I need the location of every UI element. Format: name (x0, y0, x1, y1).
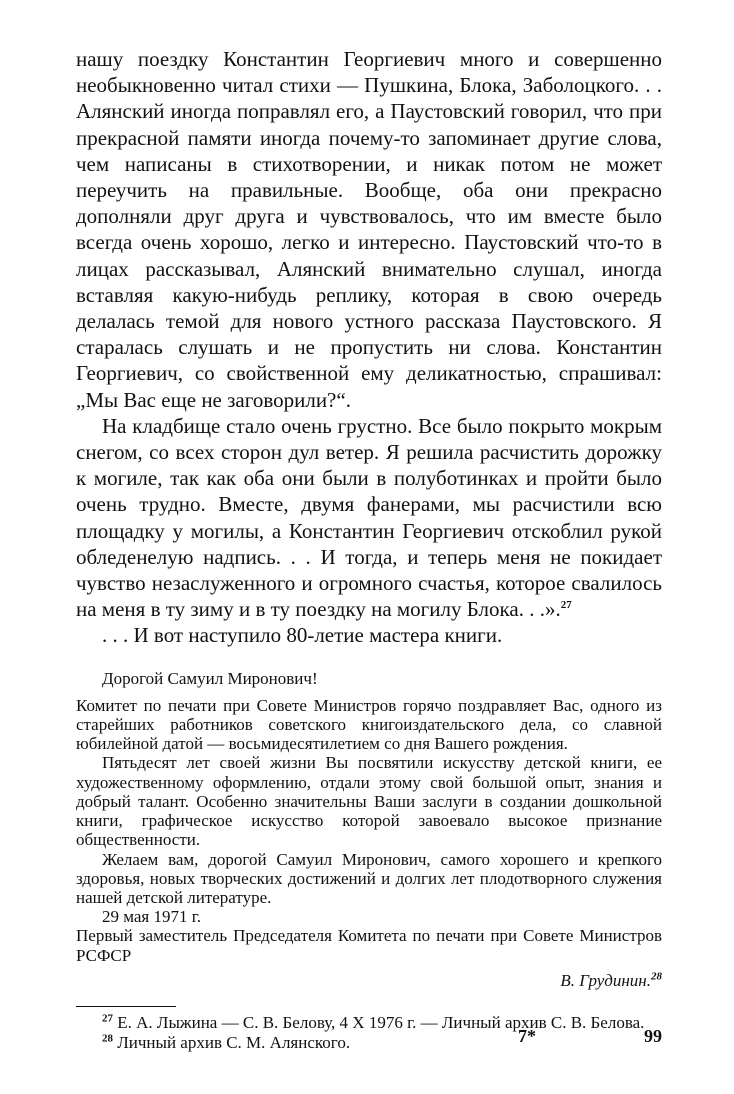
body-paragraph: . . . И вот наступило 80-летие мастера книги. (102, 623, 503, 648)
book-page (76, 46, 662, 1053)
footnote-number: 28 (102, 1032, 113, 1045)
letter-date: 29 мая 1971 г. (102, 907, 202, 927)
footnote-text: Е. А. Лыжина — С. В. Белову, 4 X 1976 г. — Личный архив С. В. Белова. (117, 1012, 645, 1032)
page-footer (76, 1026, 662, 1050)
footnote-number: 27 (102, 1012, 113, 1025)
footnote-divider (76, 1006, 176, 1007)
letter-paragraph: Пятьдесят лет своей жизни Вы посвятили искусству детской книги, ее художественному оформлению, отдали этому свой большой опыт, знания и добрый талант. Особенно значительны Ваши заслуги в создании дошкольной книги, графическое искусство которой завоевало высокое признание общественности. (76, 753, 662, 850)
letter-paragraph: Комитет по печати при Совете Министров горячо поздравляет Вас, одного из старейших работников советского книгоиздательского дела, со славной юбилейной датой — восьмидесятилетием со дня Вашего рождения. (76, 695, 662, 754)
body-paragraph: нашу поездку Константин Георгиевич много и совершенно необыкновенно читал стихи — Пушкина, Блока, Заболоцкого. . . Алянский иногда поправлял его, а Паустовский говорил, что при прекрасной памяти иногда почему-то запоминает другие слова, чем написаны в стихотворении, и никак потом не может переучить на правильные. Вообще, оба они прекрасно дополняли друг друга и чувствовалось, что им вместе было всегда очень хорошо, легко и интересно. Паустовский что-то в лицах рассказывал, Алянский внимательно слушал, иногда вставляя какую-нибудь реплику, которая в свою очередь делалась темой для нового устного рассказа Паустовского. Я старалась слушать и не пропустить ни слова. Константин Георгиевич, со свойственной ему деликатностью, спрашивал: „Мы Вас еще не заговорили?“. (76, 47, 662, 412)
printer-signature-mark: 7* (518, 1026, 536, 1046)
body-paragraph (76, 413, 662, 623)
letter-greeting: Дорогой Самуил Миронович! (102, 668, 318, 688)
letter-sender: Первый заместитель Председателя Комитета по печати при Совете Министров РСФСР (76, 926, 662, 965)
letter-paragraph: Желаем вам, дорогой Самуил Миронович, самого хорошего и крепкого здоровья, новых творческих достижений и долгих лет плодотворного служения нашей детской литературе. (76, 849, 662, 907)
letter-signature (76, 971, 662, 990)
letter-signature-text: В. Грудинин. (560, 970, 651, 990)
footnote-text: Личный архив С. М. Алянского. (117, 1032, 351, 1052)
page-number: 99 (644, 1026, 662, 1046)
body-paragraph-text: На кладбище стало очень грустно. Все было покрыто мокрым снегом, со всех сторон дул ветер. Я решила расчистить дорожку к могиле, так как оба они были в полуботинках и пройти было очень трудно. Вместе, двумя фанерами, мы расчистили всю площадку у могилы, а Константин Георгиевич отскоблил рукой обледенелую надпись. . . И тогда, и теперь меня не покидает чувство незаслуженного и огромного счастья, которое свалилось на меня в ту зиму и в ту поездку на могилу Блока. . .». (76, 413, 662, 622)
footnote-ref: 28 (651, 970, 662, 983)
main-text (76, 46, 662, 649)
footnote-ref: 27 (560, 599, 572, 612)
letter-block (76, 669, 662, 990)
